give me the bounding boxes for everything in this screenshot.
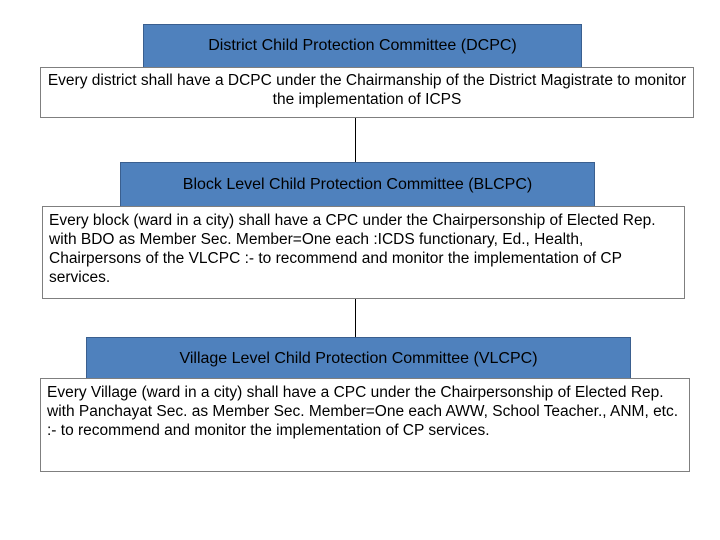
- vlcpc-title-box: [86, 337, 631, 380]
- dcpc-description-box: [40, 67, 694, 118]
- connector-dcpc-to-blcpc: [355, 118, 356, 162]
- vlcpc-title: Village Level Child Protection Committee (VLCPC): [179, 349, 538, 367]
- dcpc-title: District Child Protection Committee (DCPC): [208, 37, 517, 54]
- blcpc-title-box: [120, 162, 595, 208]
- vlcpc-description-box: [40, 378, 690, 472]
- blcpc-title: Block Level Child Protection Committee (BLCPC): [182, 176, 533, 193]
- blcpc-description-box: [42, 206, 685, 299]
- dcpc-title-box: [143, 24, 582, 68]
- connector-blcpc-to-vlcpc: [355, 299, 356, 337]
- dcpc-description: Every district shall have a DCPC under the Chairmanship of the District Magistrate to monitor the implementation of ICPS: [47, 72, 687, 108]
- blcpc-description: Every block (ward in a city) shall have a CPC under the Chairpersonship of Elected Rep. with BDO as Member Sec. Member=One each :ICDS functionary, Ed., Health, Chairpersons of the VLCPC :- to recommend and monitor the implementation of CP services.: [49, 212, 656, 286]
- vlcpc-description: Every Village (ward in a city) shall have a CPC under the Chairpersonship of Elected Rep. with Panchayat Sec. as Member Sec. Member=One each AWW, School Teacher., ANM, etc. :- to recommend and monitor the implementation of CP services.: [47, 384, 679, 439]
